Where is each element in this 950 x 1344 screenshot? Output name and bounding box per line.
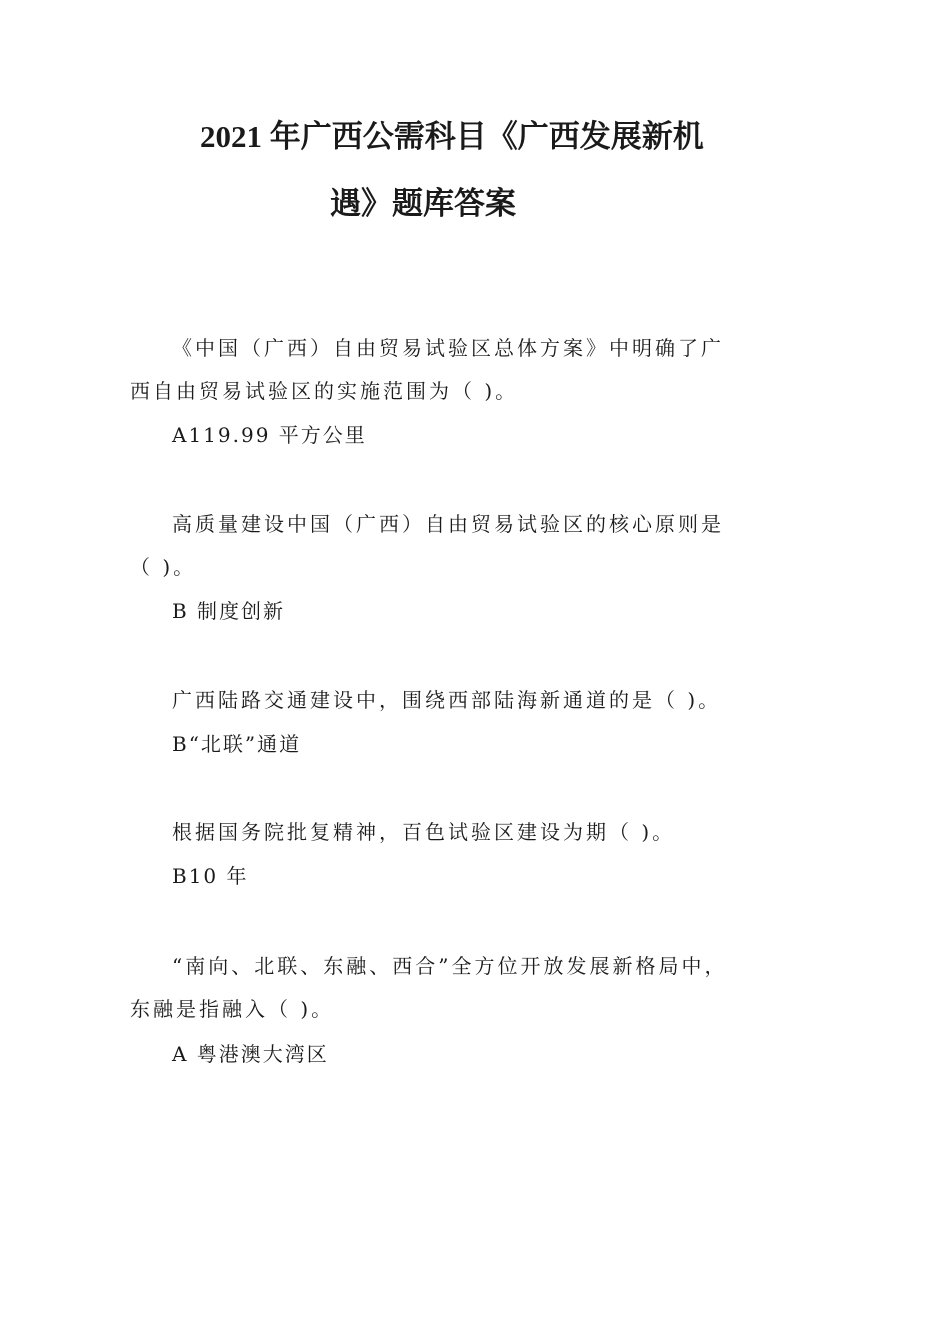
document-title-line-2: 遇》题库答案 <box>330 186 516 221</box>
answer-2: B 制度创新 <box>172 599 286 623</box>
document-title-line-1: 2021 年广西公需科目《广西发展新机 <box>200 119 704 154</box>
question-3-line-1: 广西陆路交通建设中，围绕西部陆海新通道的是（ )。 <box>172 688 722 712</box>
question-1-line-2: 西自由贸易试验区的实施范围为（ )。 <box>130 379 519 403</box>
question-2-line-1: 高质量建设中国（广西）自由贸易试验区的核心原则是 <box>172 512 724 536</box>
question-2-line-2: （ )。 <box>130 555 197 579</box>
question-5-line-2: 东融是指融入（ )。 <box>130 997 335 1021</box>
question-1-line-1: 《中国（广西）自由贸易试验区总体方案》中明确了广 <box>172 336 724 360</box>
answer-5: A 粤港澳大湾区 <box>172 1042 329 1066</box>
question-5-line-1: “南向、北联、东融、西合”全方位开放发展新格局中， <box>172 954 728 978</box>
question-4-line-1: 根据国务院批复精神，百色试验区建设为期（ )。 <box>172 820 676 844</box>
answer-4: B10 年 <box>172 864 249 888</box>
answer-1: A119.99 平方公里 <box>172 423 367 447</box>
answer-3: B“北联”通道 <box>172 732 302 756</box>
